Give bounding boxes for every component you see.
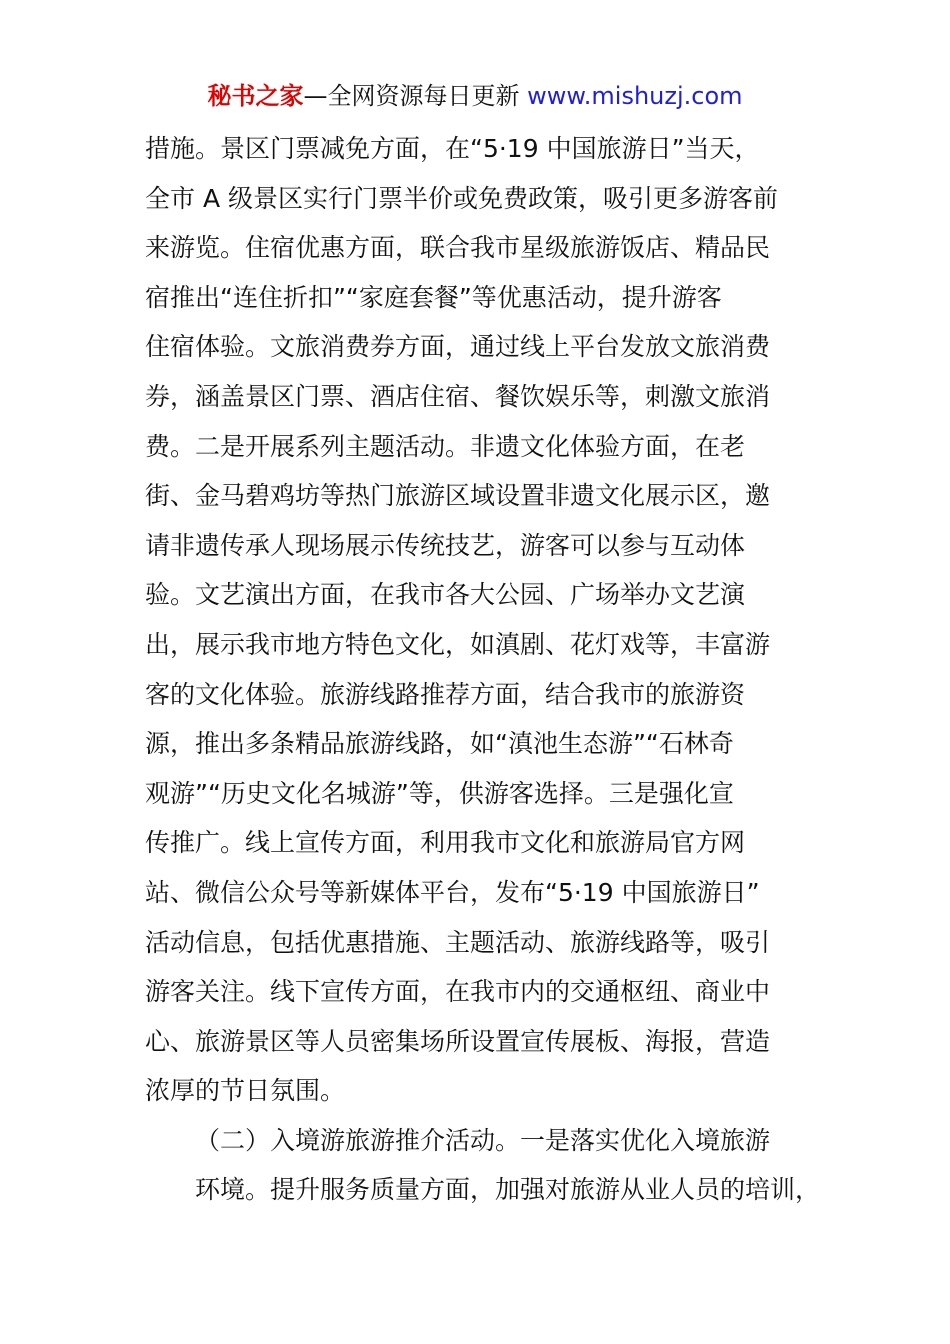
text-line: 环境。提升服务质量方面，加强对旅游从业人员的培训，	[195, 1175, 821, 1205]
paragraph	[145, 124, 809, 1116]
text-line: 出，展示我市地方特色文化，如滇剧、花灯戏等，丰富游	[145, 629, 771, 659]
text-line: 站、微信公众号等新媒体平台，发布“5·19 中国旅游日”	[145, 877, 760, 907]
document-body	[145, 124, 821, 1215]
text-line: 源，推出多条精品旅游线路，如“滇池生态游”“石林奇	[145, 729, 734, 759]
text-line: 来游览。住宿优惠方面，联合我市星级旅游饭店、精品民	[145, 233, 771, 263]
text-line: （二）入境游旅游推介活动。一是落实优化入境旅游	[195, 1125, 771, 1155]
text-line: 游客关注。线下宣传方面，在我市内的交通枢纽、商业中	[145, 977, 771, 1007]
text-line: 请非遗传承人现场展示传统技艺，游客可以参与互动体	[145, 530, 746, 560]
text-line: 活动信息，包括优惠措施、主题活动、旅游线路等，吸引	[145, 927, 771, 957]
text-line: 观游”“历史文化名城游”等，供游客选择。三是强化宣	[145, 778, 734, 808]
text-line: 费。二是开展系列主题活动。非遗文化体验方面，在老	[145, 431, 746, 461]
text-line: 验。文艺演出方面，在我市各大公园、广场举办文艺演	[145, 580, 746, 610]
text-line: 浓厚的节日氛围。	[145, 1076, 346, 1106]
text-line: 券，涵盖景区门票、酒店住宿、餐饮娱乐等，刺激文旅消	[145, 381, 771, 411]
header-tagline: —全网资源每日更新	[303, 82, 520, 110]
text-line: 宿推出“连住折扣”“家庭套餐”等优惠活动，提升游客	[145, 282, 722, 312]
text-line: 客的文化体验。旅游线路推荐方面，结合我市的旅游资	[145, 679, 746, 709]
text-line: 措施。景区门票减免方面，在“5·19 中国旅游日”当天，	[145, 134, 760, 163]
paragraph	[145, 1116, 821, 1215]
text-line: 住宿体验。文旅消费券方面，通过线上平台发放文旅消费	[145, 332, 771, 362]
text-line: 街、金马碧鸡坊等热门旅游区域设置非遗文化展示区，邀	[145, 481, 771, 511]
text-line: 传推广。线上宣传方面，利用我市文化和旅游局官方网	[145, 828, 746, 858]
site-header	[0, 80, 950, 112]
text-line: 全市 A 级景区实行门票半价或免费政策，吸引更多游客前	[145, 183, 778, 213]
site-url-link[interactable]: www.mishuzj.com	[527, 82, 743, 110]
text-line: 心、旅游景区等人员密集场所设置宣传展板、海报，营造	[145, 1026, 771, 1056]
brand-name: 秘书之家	[207, 82, 304, 110]
